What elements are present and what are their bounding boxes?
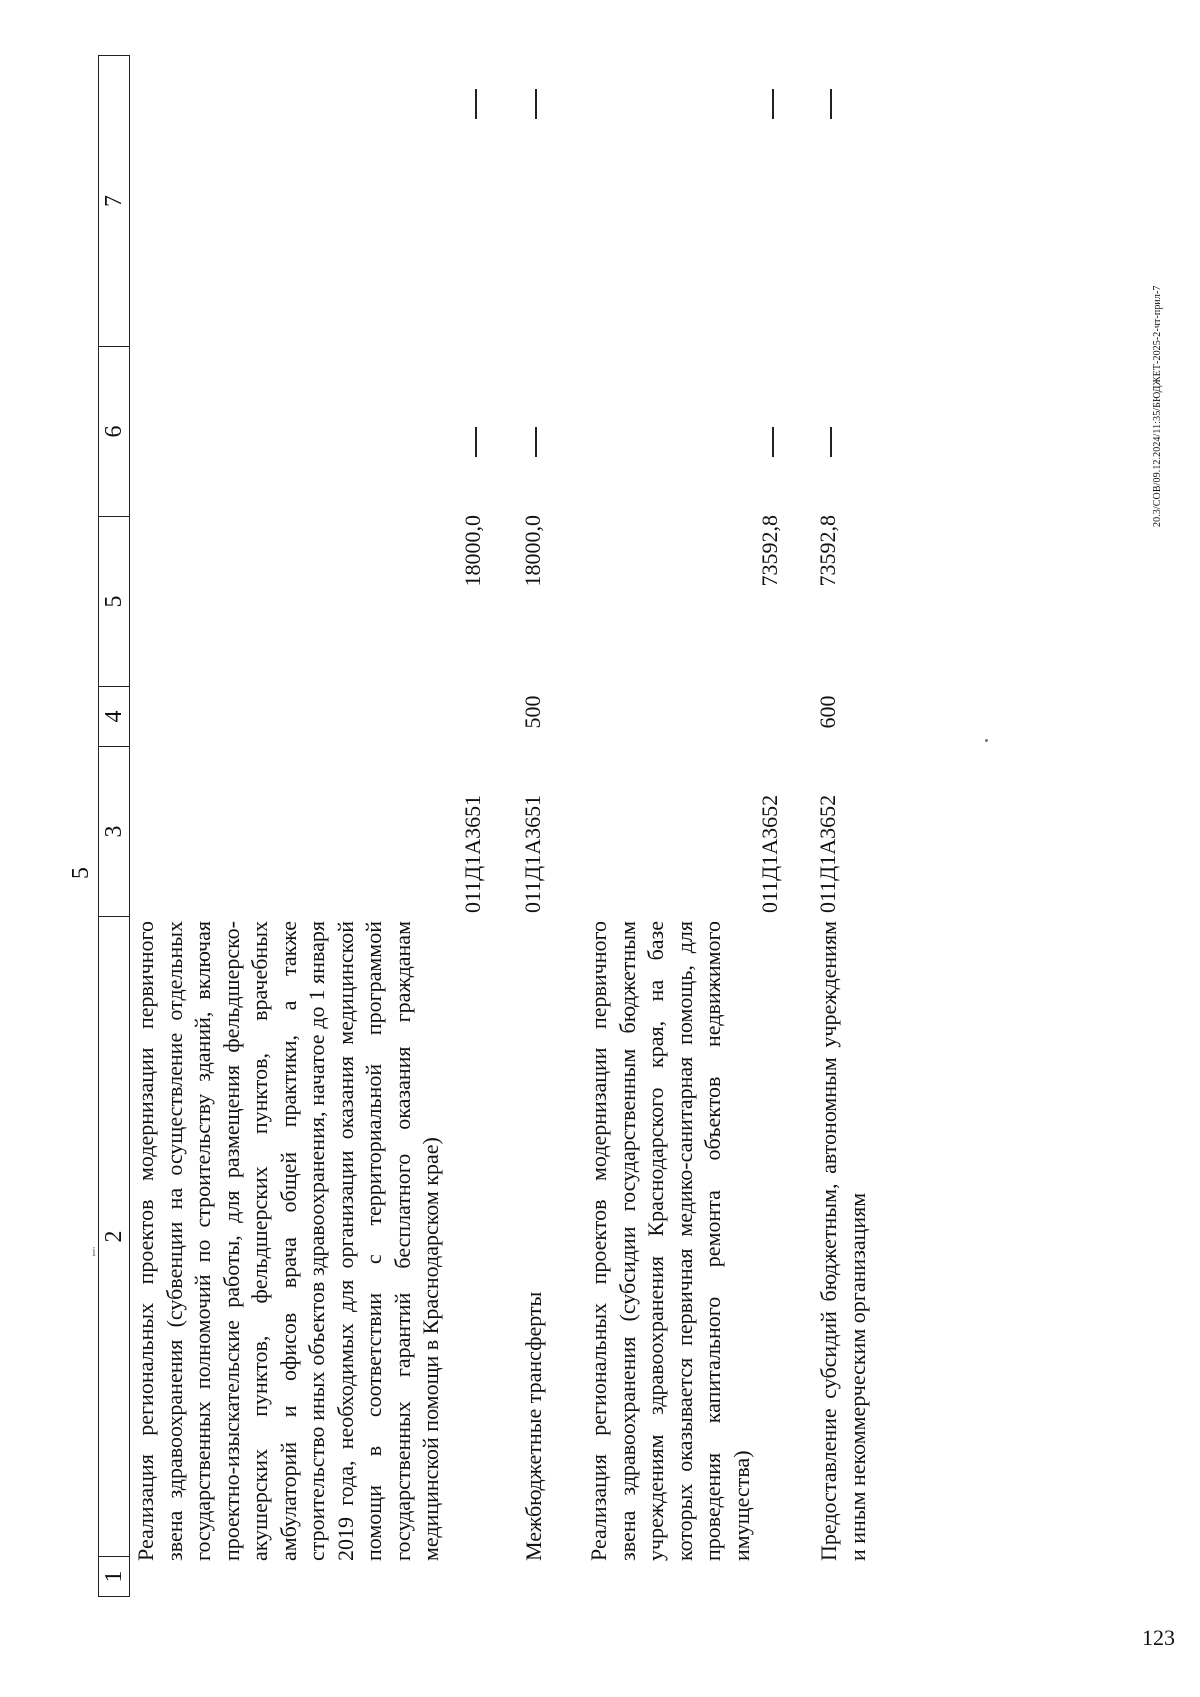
row-amount: 73592,8 <box>757 515 782 587</box>
row-vr: 600 <box>815 695 840 729</box>
row-code: 011Д1А3652 <box>815 794 840 913</box>
column-header-7: 7 <box>101 195 127 207</box>
column-header-3: 3 <box>99 746 129 916</box>
row-vr: 500 <box>520 695 545 729</box>
sheet-number: 123 <box>1142 1625 1175 1650</box>
column-header-2: 2 <box>99 916 129 1556</box>
table-header <box>98 55 130 1597</box>
column-header-5: 5 <box>99 516 129 686</box>
column-header-6: 6 <box>99 346 129 516</box>
document-code: 20.3/СОВ/09.12.2024/11:35/БЮДЖЕТ-2025-2-чт-прил-7 <box>1152 285 1163 527</box>
row-code: 011Д1А3652 <box>757 794 782 913</box>
row-description: Межбюджетные трансферты <box>521 1291 546 1561</box>
row-amount: 73592,8 <box>815 515 840 587</box>
column-header-4: 4 <box>99 686 129 746</box>
dash-column-7 <box>535 89 537 119</box>
row-amount: 18000,0 <box>460 515 485 587</box>
row-description: Реализация региональных проектов модернизации первичного звена здравоохранения (субсидии государственным бюджетным учреждениям здравоохранения Краснодарского края, на базе которых оказывается первичная медико-санитарная помощь, для проведения капитального ремонта объектов недвижимого имущества) <box>586 921 754 1561</box>
row-description: Предоставление субсидий бюджетным, автономным учреждениям и иным некоммерческим организациям <box>816 921 870 1561</box>
row-amount: 18000,0 <box>520 515 545 587</box>
column-header-1: 1 <box>99 1556 129 1596</box>
dash-column-6 <box>535 427 537 457</box>
dash-column-6 <box>772 427 774 457</box>
scan-speck <box>985 739 988 742</box>
row-code: 011Д1А3651 <box>520 794 545 913</box>
dash-column-7 <box>772 89 774 119</box>
page-number: 5 <box>68 867 94 879</box>
stray-mark: i <box>92 1245 96 1260</box>
dash-column-7 <box>830 89 832 119</box>
dash-column-6 <box>475 427 477 457</box>
dash-column-7 <box>475 89 477 119</box>
dash-column-6 <box>830 427 832 457</box>
row-description: Реализация региональных проектов модернизации первичного звена здравоохранения (субвенции на осуществление отдельных государственных полномочий по строительству зданий, включая проектно-изыскательские работы, для размещения фельдшерско-акушерских пунктов, фельдшерских пунктов, врачебных амбулаторий и офисов врача общей практики, а также строительство иных объектов здравоохранения, начатое до 1 января 2019 года, необходимых для организации оказания медицинской помощи в соответствии с территориальной программой государственных гарантий бесплатного оказания гражданам медицинской помощи в Краснодарском крае) <box>133 921 443 1561</box>
row-code: 011Д1А3651 <box>460 794 485 913</box>
